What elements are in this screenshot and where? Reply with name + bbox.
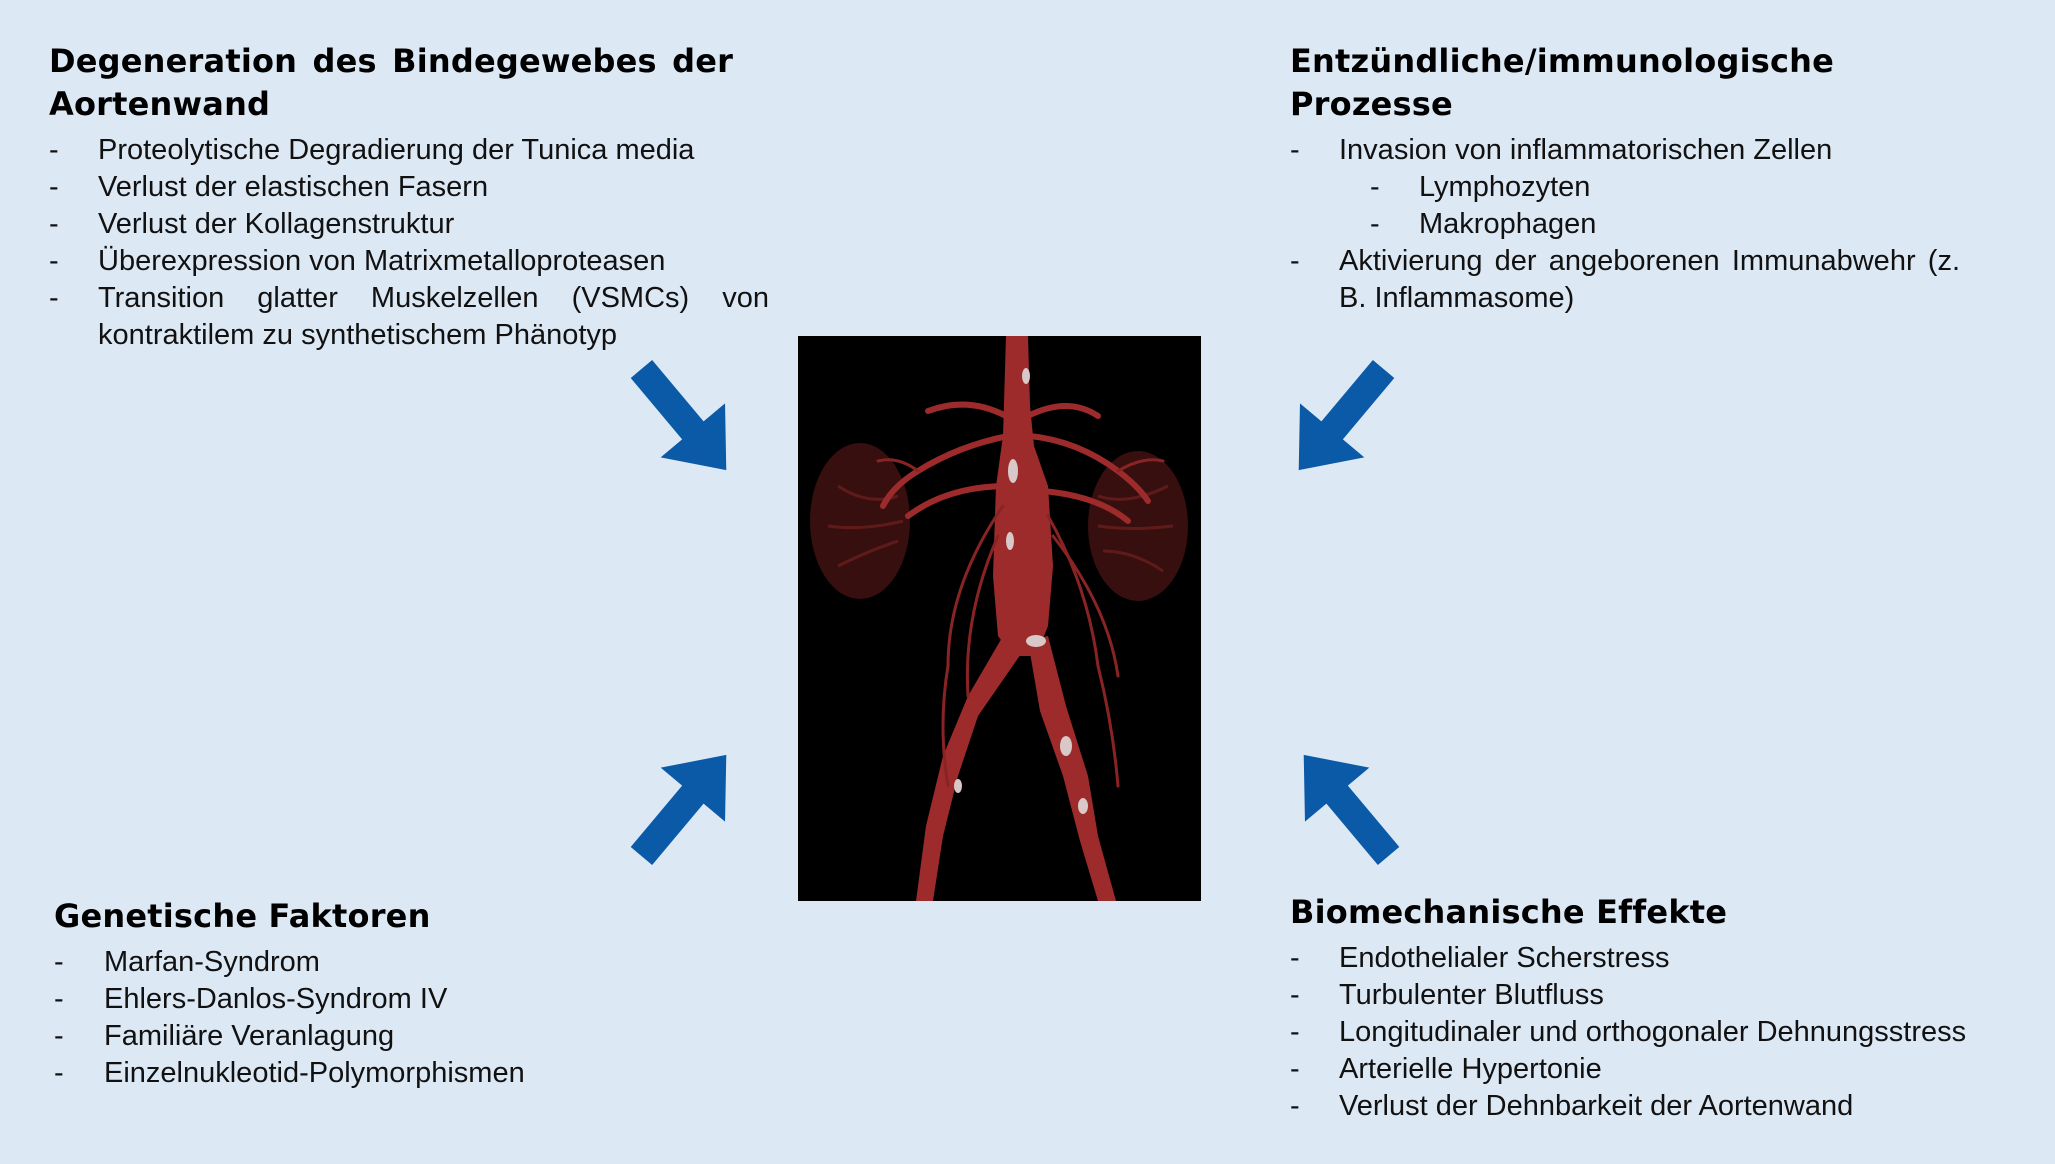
ct-angiography-aorta-image: [798, 336, 1201, 901]
list-item: - Ehlers-Danlos-Syndrom IV: [54, 981, 754, 1018]
list-item: - Longitudinaler und orthogonaler Dehnungsstress: [1290, 1014, 2030, 1051]
box-title: Degeneration des Bindegewebes der Aortenwand: [49, 42, 734, 123]
list-item: - Verlust der Dehnbarkeit der Aortenwand: [1290, 1088, 2030, 1125]
list-item: - Turbulenter Blutfluss: [1290, 977, 2030, 1014]
box-title: Biomechanische Effekte: [1290, 893, 1728, 931]
arrow-down-left-icon: [1267, 342, 1416, 497]
box-title: Entzündliche/immunologische Prozesse: [1290, 42, 1835, 123]
list-item: - Arterielle Hypertonie: [1290, 1051, 2030, 1088]
arrow-down-right-icon: [609, 342, 758, 497]
list-item: - Endothelialer Scherstress: [1290, 940, 2030, 977]
list-item: - Familiäre Veranlagung: [54, 1018, 754, 1055]
arrow-up-right-icon: [609, 728, 758, 883]
list-item: - Transition glatter Muskelzellen (VSMCs) von kontraktilem zu synthetischem Phänotyp: [49, 280, 769, 354]
list-item: - Aktivierung der angeborenen Immunabwehr (z. B. Inflammasome): [1290, 243, 1960, 317]
list-item: - Marfan-Syndrom: [54, 944, 754, 981]
sub-list-item: - Makrophagen: [1290, 206, 1960, 243]
list-item: - Proteolytische Degradierung der Tunica media: [49, 132, 769, 169]
list-item: - Überexpression von Matrixmetalloproteasen: [49, 243, 769, 280]
list-item: - Verlust der elastischen Fasern: [49, 169, 769, 206]
list-item: - Invasion von inflammatorischen Zellen: [1290, 132, 1960, 169]
list-item: - Verlust der Kollagenstruktur: [49, 206, 769, 243]
list-item: - Einzelnukleotid-Polymorphismen: [54, 1055, 754, 1092]
arrow-up-left-icon: [1272, 728, 1421, 883]
box-title: Genetische Faktoren: [54, 897, 431, 935]
sub-list-item: - Lymphozyten: [1290, 169, 1960, 206]
